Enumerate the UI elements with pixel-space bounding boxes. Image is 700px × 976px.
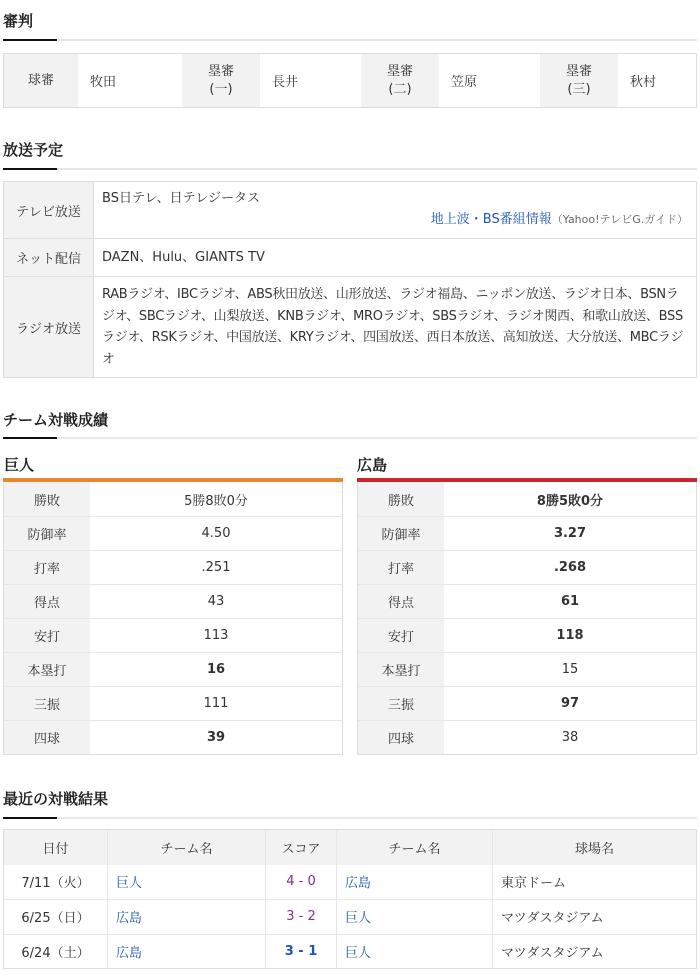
header-score: スコア (265, 830, 336, 865)
stat-value: 43 (207, 594, 225, 609)
stat-value: 3.27 (553, 526, 587, 541)
stat-row-giants (4, 482, 342, 516)
tv-value: BS日テレ、日テレジータス (102, 191, 261, 206)
result-date: 6/24（土） (21, 945, 90, 961)
umpires-title: 審判 (3, 12, 34, 30)
umpire-pos-home: 球審 (4, 54, 78, 107)
result-team2-link[interactable]: 広島 (345, 876, 372, 892)
stat-value: 118 (556, 628, 584, 643)
stat-row-carp (358, 618, 696, 652)
header-team2: チーム名 (336, 830, 492, 865)
stat-label: 打率 (4, 551, 90, 584)
broadcast-title: 放送予定 (3, 141, 64, 159)
broadcast-divider (3, 168, 697, 170)
stat-row-carp (358, 686, 696, 720)
stat-row-giants (4, 584, 342, 618)
results-table (3, 829, 697, 969)
result-row (4, 899, 696, 934)
umpire-pos-third: 塁審 (三) (540, 54, 618, 107)
umpire-pos-second: 塁審 (二) (361, 54, 439, 107)
stat-label: 四球 (358, 721, 444, 754)
stat-label: 勝敗 (4, 482, 90, 516)
umpire-name-home: 牧田 (90, 75, 117, 90)
stat-value: 97 (560, 696, 580, 711)
stat-label: 得点 (4, 585, 90, 618)
stat-label: 本塁打 (358, 653, 444, 686)
team-stats-divider (3, 437, 697, 439)
stat-value: 39 (206, 730, 226, 745)
stat-value: 8勝5敗0分 (536, 493, 604, 509)
umpires-table (3, 53, 697, 108)
stat-row-carp (358, 516, 696, 550)
stat-label: 勝敗 (358, 482, 444, 516)
result-team2-link[interactable]: 巨人 (345, 945, 372, 961)
stat-value: 5勝8敗0分 (184, 493, 248, 509)
umpire-name-first: 長井 (272, 75, 299, 90)
header-team1: チーム名 (107, 830, 265, 865)
result-date: 6/25（日） (21, 911, 90, 927)
stat-value: 16 (206, 662, 226, 677)
radio-label: ラジオ放送 (4, 277, 93, 377)
results-header-row (4, 830, 696, 865)
umpire-name-second: 笠原 (451, 75, 478, 90)
broadcast-row-tv (4, 182, 696, 238)
broadcast-table (3, 181, 697, 378)
stat-label: 三振 (4, 687, 90, 720)
stat-value: 38 (561, 730, 579, 745)
tv-program-link[interactable]: 地上波・BS番組情報 (430, 212, 552, 227)
stat-value: .251 (201, 560, 231, 575)
result-team1-link[interactable]: 広島 (116, 945, 143, 961)
stat-row-giants (4, 720, 342, 754)
stat-label: 打率 (358, 551, 444, 584)
umpire-name-third: 秋村 (630, 75, 657, 90)
stat-row-giants (4, 550, 342, 584)
result-team1-link[interactable]: 巨人 (116, 876, 143, 892)
stat-label: 本塁打 (4, 653, 90, 686)
net-value: DAZN、Hulu、GIANTS TV (93, 239, 696, 276)
stat-row-giants (4, 516, 342, 550)
result-stadium: マツダスタジアム (492, 900, 696, 934)
result-date: 7/11（火） (21, 876, 90, 892)
result-score-link[interactable]: 3 - 2 (286, 909, 316, 925)
stat-label: 得点 (358, 585, 444, 618)
team-name-giants: 巨人 (4, 456, 35, 474)
results-divider (3, 817, 697, 819)
results-title: 最近の対戦結果 (3, 790, 109, 808)
stat-row-carp (358, 482, 696, 516)
team-name-carp: 広島 (357, 456, 388, 474)
stat-row-carp (358, 652, 696, 686)
broadcast-row-radio (4, 276, 696, 377)
result-score-link[interactable]: 3 - 1 (284, 943, 318, 959)
stat-label: 防御率 (358, 517, 444, 550)
header-date: 日付 (42, 841, 69, 857)
stat-value: 15 (561, 662, 579, 677)
stat-label: 安打 (4, 619, 90, 652)
stat-row-carp (358, 550, 696, 584)
stats-table-carp (357, 482, 697, 755)
stats-table-giants (3, 482, 343, 755)
result-row (4, 865, 696, 900)
header-stadium: 球場名 (492, 830, 696, 865)
stat-row-giants (4, 652, 342, 686)
broadcast-row-net (4, 238, 696, 276)
stat-label: 安打 (358, 619, 444, 652)
result-score-link[interactable]: 4 - 0 (286, 874, 316, 890)
result-stadium: 東京ドーム (492, 865, 696, 900)
tv-label: テレビ放送 (4, 182, 93, 238)
result-row (4, 934, 696, 969)
result-team1-link[interactable]: 広島 (116, 911, 143, 927)
result-team2-link[interactable]: 巨人 (345, 911, 372, 927)
stat-value: 61 (560, 594, 580, 609)
stat-label: 四球 (4, 721, 90, 754)
stat-row-giants (4, 618, 342, 652)
stat-value: 113 (203, 628, 229, 643)
stat-value: 4.50 (201, 526, 231, 541)
stat-row-giants (4, 686, 342, 720)
stat-row-carp (358, 720, 696, 754)
result-stadium: マツダスタジアム (492, 935, 696, 969)
stat-label: 三振 (358, 687, 444, 720)
stat-label: 防御率 (4, 517, 90, 550)
radio-value: RABラジオ、IBCラジオ、ABS秋田放送、山形放送、ラジオ福島、ニッポン放送、ラジオ日本、BSNラジオ、SBCラジオ、山梨放送、KNBラジオ、MROラジオ、SBSラジオ、ラジオ関西、和歌山放送、BSSラジオ、RSKラジオ、中国放送、KRYラジオ、四国放送、西日本放送、高知放送、大分放送、MBCラジオ (93, 277, 696, 377)
umpire-pos-first: 塁審 (一) (182, 54, 260, 107)
stat-row-carp (358, 584, 696, 618)
stat-value: .268 (553, 560, 587, 575)
stat-value: 111 (203, 696, 229, 711)
net-label: ネット配信 (4, 239, 93, 276)
team-stats-title: チーム対戦成績 (3, 411, 109, 429)
tv-program-link-sub: （Yahoo!テレビG.ガイド） (551, 213, 688, 226)
umpires-divider (3, 39, 697, 41)
